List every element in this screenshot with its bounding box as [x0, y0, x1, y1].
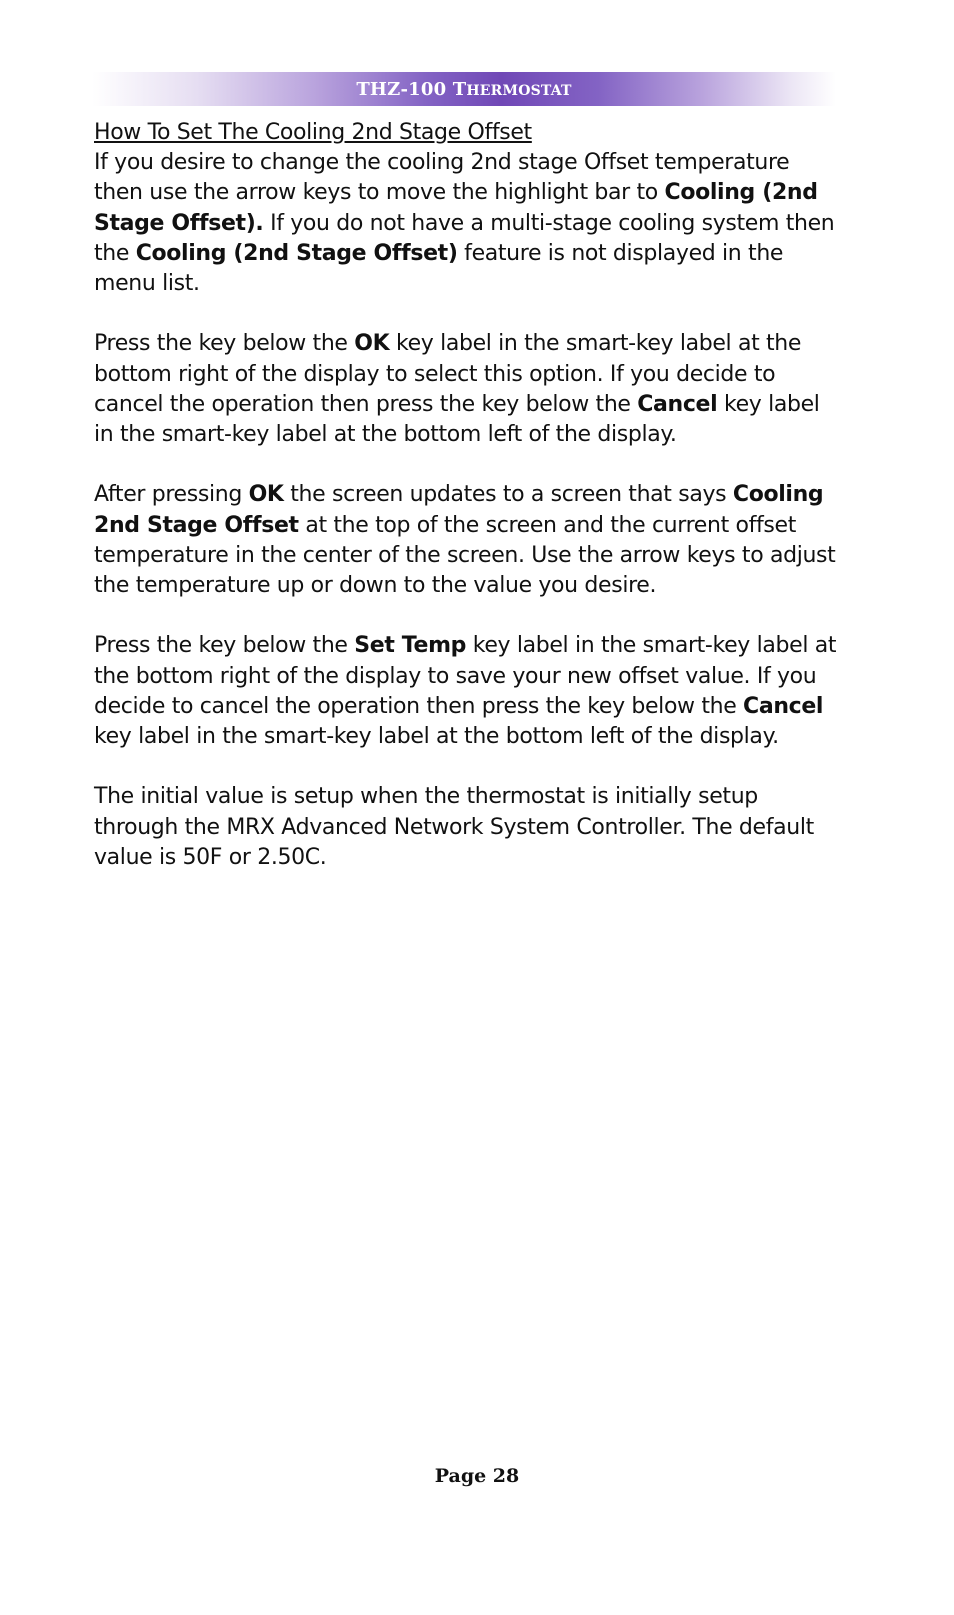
- p2-bold-1: OK: [354, 331, 390, 357]
- p5-text-1: The initial value is setup when the thermostat is initially setup through the MRX Advanced Network System Controller. The default value is 50F or 2.50C.: [94, 784, 814, 870]
- p4-text-1: Press the key below the: [94, 633, 355, 659]
- section-heading: How To Set The Cooling 2nd Stage Offset: [94, 120, 532, 145]
- p4-text-2: key label in the smart-key label at the bottom right of the display to save your new offset value. If you decide to cancel the operation then press the key below the: [94, 633, 837, 719]
- p4-bold-1: Set Temp: [354, 633, 467, 659]
- p3-text-2: the screen updates to a screen that says: [283, 482, 733, 508]
- title-smallcaps: HERMOSTAT: [466, 83, 572, 99]
- paragraph-5: [94, 782, 844, 873]
- p1-bold-1: Cooling (2nd Stage Offset).: [94, 180, 818, 236]
- p1-bold-2: Cooling (2nd Stage Offset): [135, 240, 458, 266]
- paragraph-3: [94, 480, 844, 601]
- p2-text-2: key label in the smart-key label at the bottom right of the display to select this option. If you decide to cancel the operation then press the key below the: [94, 331, 802, 417]
- p2-text-1: Press the key below the: [94, 331, 355, 357]
- document-title: [92, 79, 836, 100]
- page-content: [94, 118, 844, 903]
- paragraph-4: [94, 631, 844, 752]
- title-main: THZ-100 T: [356, 79, 467, 100]
- paragraph-2: [94, 329, 844, 450]
- p1-text-2: If you do not have a multi-stage cooling system then the: [94, 210, 835, 266]
- p4-bold-2: Cancel: [743, 693, 824, 719]
- p1-text-3: feature is not displayed in the menu list.: [94, 240, 784, 297]
- p4-text-3: key label in the smart-key label at the bottom left of the display.: [94, 724, 779, 750]
- p2-bold-2: Cancel: [637, 391, 718, 417]
- page-number: Page 28: [434, 1465, 520, 1487]
- p3-bold-2: Cooling 2nd Stage Offset: [94, 482, 824, 538]
- p3-text-3: at the top of the screen and the current offset temperature in the center of the screen. Use the arrow keys to adjust the temperature up or down to the value you desire.: [94, 512, 836, 599]
- p3-text-1: After pressing: [94, 482, 249, 508]
- p1-text-1: If you desire to change the cooling 2nd stage Offset temperature then use the arrow keys to move the highlight bar to: [94, 150, 790, 206]
- p3-bold-1: OK: [248, 482, 284, 508]
- page-header-bar: [92, 72, 836, 106]
- p2-text-3: key label in the smart-key label at the bottom left of the display.: [94, 391, 820, 448]
- paragraph-1: [94, 148, 844, 299]
